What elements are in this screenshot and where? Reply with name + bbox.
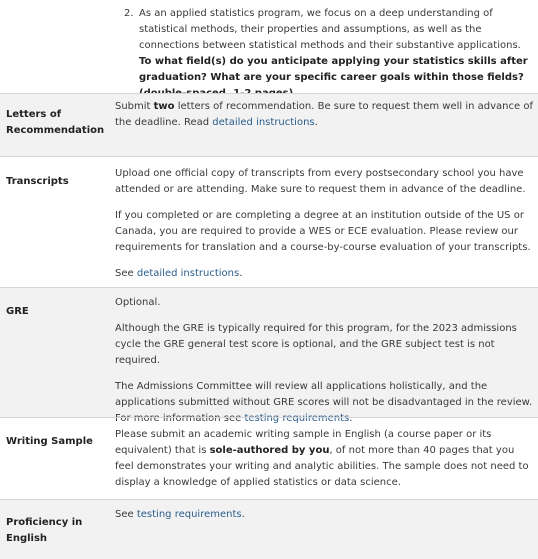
row-writing-sample <box>0 417 538 499</box>
transcripts-paragraph-2: If you completed or are completing a degree at an institution outside of the US or Canada, you are required to provide a WES or ECE evaluation. Please review our requirements for translation and a course-by-course evaluation of your transcripts. <box>115 210 531 253</box>
english-see-text: See <box>115 509 137 520</box>
row-label-writing-sample: Writing Sample <box>6 436 93 447</box>
row-gre <box>0 287 538 424</box>
row-content-gre <box>115 288 538 427</box>
gre-optional: Optional. <box>115 297 161 308</box>
letters-count: two <box>153 101 175 112</box>
english-testing-requirements-link[interactable]: testing requirements <box>136 509 242 520</box>
english-period: . <box>241 509 245 520</box>
letters-text-b: letters of recommendation. Be sure to request them well in advance of the deadline. Read <box>115 101 533 128</box>
row-content-english <box>115 500 538 523</box>
essay-prompt-item <box>0 6 538 102</box>
gre-testing-requirements-link[interactable]: testing requirements <box>244 413 350 424</box>
letters-instructions-link[interactable]: detailed instructions <box>212 117 315 128</box>
row-content-writing <box>115 418 538 491</box>
letters-text-c: . <box>314 117 318 128</box>
gre-paragraph-3: The Admissions Committee will review all applications holistically, and the applications submitted without GRE scores will not be disadvantaged in the review. For more information see <box>115 381 533 424</box>
transcripts-see-text: See <box>115 268 137 279</box>
essay-prompt-question: To what field(s) do you anticipate applying your statistics skills after graduation? What are your specific career goals within those fields? <box>139 56 528 83</box>
row-letters-of-recommendation <box>0 93 538 156</box>
row-label-gre: GRE <box>6 306 29 317</box>
transcripts-instructions-link[interactable]: detailed instructions <box>136 268 240 279</box>
transcripts-paragraph-1: Upload one official copy of transcripts from every postsecondary school you have attended or are attending. Make sure to request them in advance of the deadline. <box>115 168 526 195</box>
writing-text-b: , of not more than 40 pages that you feel demonstrates your writing and analytic abilities. The sample does not need to display a knowledge of applied statistics or data science. <box>115 445 529 488</box>
letters-text-a: Submit <box>115 101 154 112</box>
row-transcripts <box>0 156 538 287</box>
row-content-transcripts <box>115 157 538 282</box>
row-content-letters <box>115 94 538 131</box>
row-label-transcripts: Transcripts <box>6 176 69 187</box>
row-proficiency-english <box>0 499 538 559</box>
essay-prompt-text: As an applied statistics program, we focus on a deep understanding of statistical methods, their properties and assumptions, as well as the connections between statistical methods and their substantive applications. <box>139 8 521 51</box>
row-label-english: Proficiency in English <box>6 517 83 544</box>
essay-prompt-block <box>0 0 538 93</box>
list-number: 2. <box>124 8 134 19</box>
writing-text-a: Please submit an academic writing sample in English (a course paper or its equivalent) that is <box>115 429 492 456</box>
row-label-letters: Letters of Recommendation <box>6 109 105 136</box>
writing-sole-authored: sole-authored by you <box>209 445 330 456</box>
gre-paragraph-2: Although the GRE is typically required for this program, for the 2023 admissions cycle the GRE general test score is optional, and the GRE subject test is not required. <box>115 323 517 366</box>
essay-prompt-list <box>0 6 538 102</box>
gre-period: . <box>349 413 353 424</box>
transcripts-period: . <box>239 268 243 279</box>
